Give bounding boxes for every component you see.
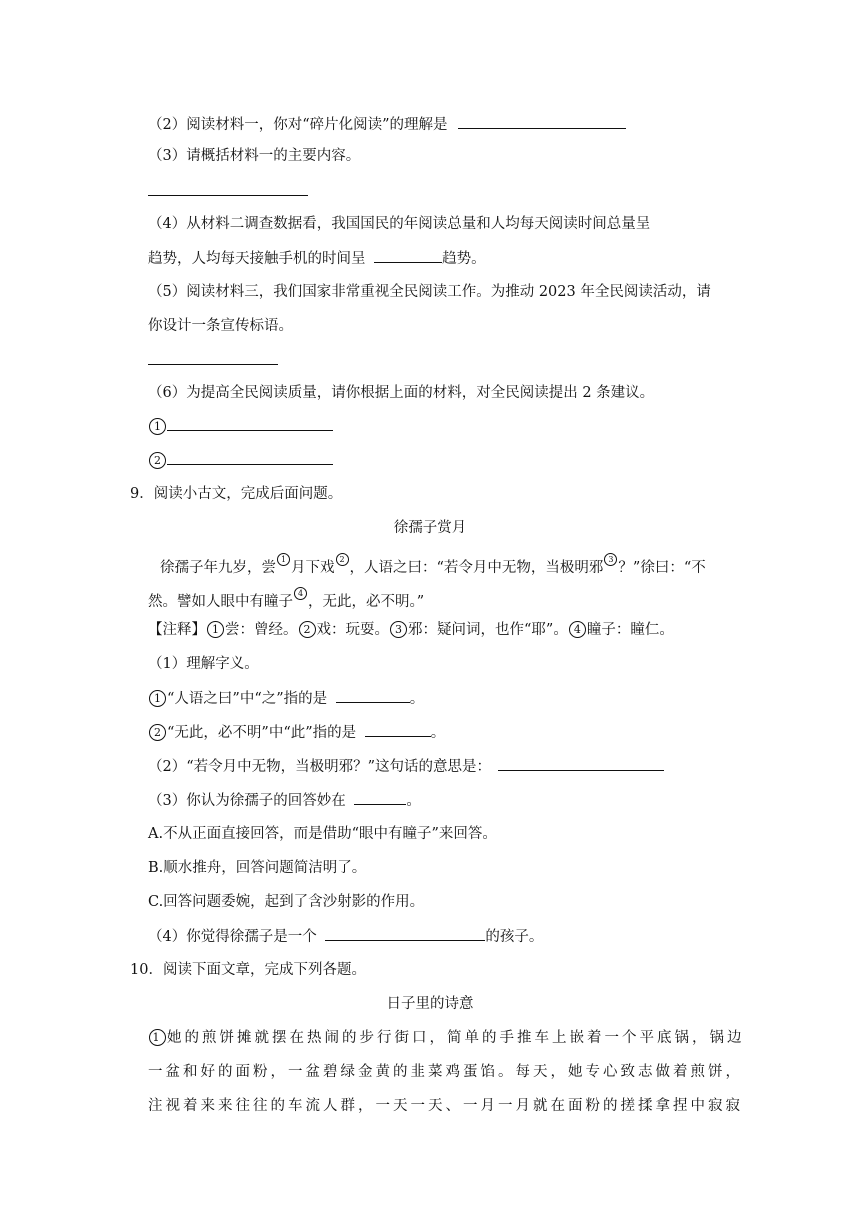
passage-text: 月下戏 [291, 559, 335, 576]
q8-part2-text: （2）阅读材料一，你对“碎片化阅读”的理解是 [148, 117, 448, 133]
q8-part2 [148, 114, 626, 135]
answer-blank[interactable] [336, 688, 410, 703]
circled-number: 2 [149, 452, 166, 469]
passage-text: ，人语之曰：“若令月中无物，当极明邪 [349, 559, 604, 576]
punctuation: 。 [430, 725, 446, 741]
circled-number: 2 [149, 724, 166, 741]
note-text: 尝：曾经。 [225, 622, 298, 638]
answer-blank[interactable] [458, 114, 626, 129]
passage-text: ？”徐曰：“不 [618, 559, 706, 576]
passage-text: 徐孺子年九岁，尝 [160, 559, 276, 576]
q10-header: 10．阅读下面文章，完成下列各题。 [130, 962, 366, 978]
q9-option-b[interactable]: B.顺水推舟，回答问题简洁明了。 [148, 860, 367, 876]
answer-blank[interactable] [365, 722, 431, 737]
q8-suggestion-2 [148, 450, 333, 471]
circled-number: 1 [149, 418, 166, 435]
question-text-tail: 的孩子。 [485, 929, 544, 945]
footnote-marker: 1 [277, 553, 290, 566]
answer-blank[interactable] [167, 450, 333, 465]
q8-part5-line1: （5）阅读材料三，我们国家非常重视全民阅读工作。为推动 2023 年全民阅读活动，请 [148, 284, 711, 300]
question-text: （2）“若令月中无物，当极明邪？”这句话的意思是： [148, 759, 492, 775]
footnote-marker: 4 [294, 587, 307, 600]
q9-option-c[interactable]: C.回答问题委婉，起到了含沙射影的作用。 [148, 894, 425, 910]
circled-number: 4 [569, 621, 586, 638]
q9-header: 9．阅读小古文，完成后面问题。 [130, 486, 343, 502]
passage-text: 她的煎饼摊就摆在热闹的步行街口，简单的手推车上嵌着一个平底锅，锅边 [167, 1030, 745, 1046]
q8-suggestion-1 [148, 416, 333, 437]
q9-passage-line1 [160, 552, 706, 578]
question-text: “人语之曰”中“之”指的是 [167, 691, 328, 707]
q10-para1-line2: 一盆和好的面粉，一盆碧绿金黄的韭菜鸡蛋馅。每天，她专心致志做着煎饼， [148, 1064, 743, 1080]
circled-number: 3 [390, 621, 407, 638]
q8-part4-line1: （4）从材料二调查数据看，我国国民的年阅读总量和人均每天阅读时间总量呈 [148, 216, 651, 232]
q9-sub1: （1）理解字义。 [148, 656, 259, 672]
q9-sub1-a [148, 688, 424, 709]
q8-part6: （6）为提高全民阅读质量，请你根据上面的材料，对全民阅读提出 2 条建议。 [148, 385, 655, 401]
q9-sub2 [148, 756, 664, 777]
passage-text: ，无此，必不明。” [308, 593, 425, 610]
q9-passage-line2 [148, 586, 424, 612]
answer-blank[interactable] [167, 416, 333, 431]
answer-blank[interactable] [325, 926, 485, 941]
q9-notes [148, 620, 674, 640]
footnote-marker: 3 [604, 553, 617, 566]
q9-sub3 [148, 790, 421, 811]
answer-blank[interactable] [498, 756, 664, 771]
q8-part4-line2 [148, 248, 486, 269]
punctuation: 。 [409, 691, 425, 707]
punctuation: 。 [406, 793, 421, 809]
passage-text: 然。譬如人眼中有瞳子 [148, 593, 293, 610]
question-text: （4）你觉得徐孺子是一个 [148, 929, 317, 945]
q8-part4-text: 趋势，人均每天接触手机的时间呈 [148, 251, 366, 267]
note-text: 戏：玩耍。 [316, 622, 389, 638]
q10-title: 日子里的诗意 [386, 996, 474, 1012]
note-text: 邪：疑问词，也作“耶”。 [408, 622, 568, 638]
q9-title: 徐孺子赏月 [393, 520, 467, 536]
answer-line[interactable] [148, 195, 308, 196]
circled-number: 2 [299, 621, 316, 638]
circled-number: 1 [149, 690, 166, 707]
q8-part3: （3）请概括材料一的主要内容。 [148, 148, 361, 164]
note-text: 瞳子：瞳仁。 [586, 622, 674, 638]
q10-para1-line3: 注视着来来往往的车流人群，一天一天、一月一月就在面粉的搓揉拿捏中寂寂 [148, 1098, 743, 1114]
q8-part5-line2: 你设计一条宣传标语。 [148, 318, 293, 334]
circled-number: 1 [149, 1029, 166, 1046]
footnote-marker: 2 [336, 553, 349, 566]
answer-line[interactable] [148, 364, 278, 365]
circled-number: 1 [207, 621, 224, 638]
question-text: “无此，必不明”中“此”指的是 [167, 725, 357, 741]
q9-sub1-b [148, 722, 445, 743]
question-text: （3）你认为徐孺子的回答妙在 [148, 793, 346, 809]
q8-part4-tail: 趋势。 [442, 251, 486, 267]
q10-para1-line1 [148, 1028, 745, 1048]
answer-blank[interactable] [354, 790, 406, 805]
q9-option-a[interactable]: A.不从正面直接回答，而是借助“眼中有瞳子”来回答。 [148, 826, 497, 842]
notes-label: 【注释】 [148, 622, 206, 638]
answer-blank[interactable] [374, 248, 442, 263]
q9-sub4 [148, 926, 543, 947]
